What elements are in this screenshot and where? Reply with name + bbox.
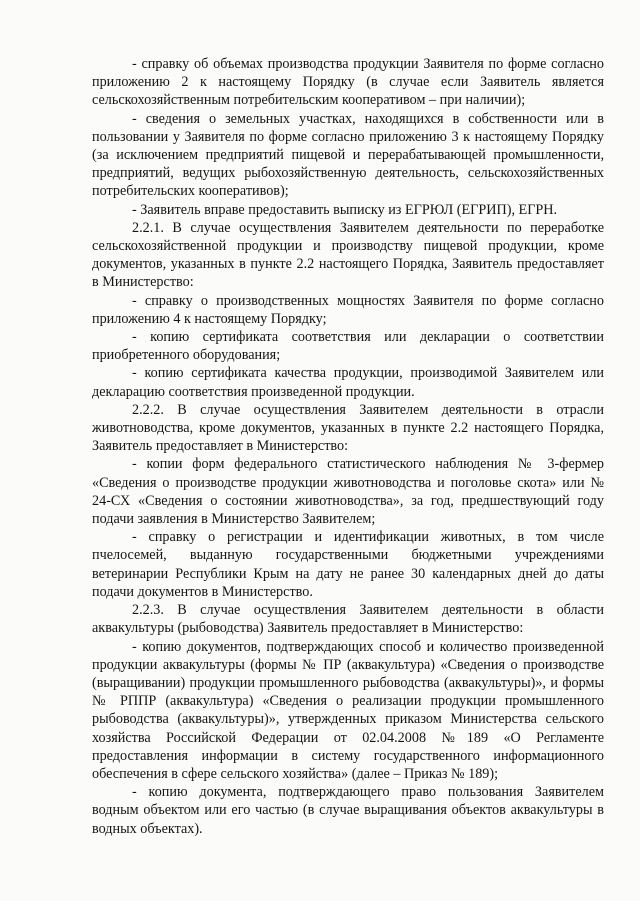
paragraph-statistical-forms: - копии форм федерального статистического наблюдения № 3-фермер «Сведения о производстве продукции животноводства и поголовье скота» или № 24-СХ «Сведения о состоянии животноводства», за год, предшествующий году подачи заявления в Министерство Заявителем; <box>92 456 604 528</box>
paragraph-section-2-2-2: 2.2.2. В случае осуществления Заявителем деятельности в отрасли животноводства, кроме документов, указанных в пункте 2.2 настоящего Порядка, Заявитель предоставляет в Министерство: <box>92 401 604 455</box>
paragraph-land-plots: - сведения о земельных участках, находящихся в собственности или в пользовании у Заявителя по форме согласно приложению 3 к настоящему Порядку (за исключением предприятий пищевой и перерабатывающей промышленности, предприятий, ведущих рыбохозяйственную деятельность, сельскохозяйственных потребительских кооперативов); <box>92 110 604 200</box>
paragraph-equipment-certificate: - копию сертификата соответствия или декларации о соответствии приобретенного оборудования; <box>92 329 604 364</box>
paragraph-production-volume: - справку об объемах производства продукции Заявителя по форме согласно приложению 2 к настоящему Порядку (в случае если Заявитель является сельскохозяйственным потребительским кооперативом – при наличии); <box>92 56 604 109</box>
paragraph-registry-extract: - Заявитель вправе предоставить выписку из ЕГРЮЛ (ЕГРИП), ЕГРН. <box>132 201 558 218</box>
paragraph-section-2-2-3: 2.2.3. В случае осуществления Заявителем деятельности в области аквакультуры (рыбоводства) Заявитель предоставляет в Министерство: <box>92 602 604 637</box>
paragraph-water-body-rights: - копию документа, подтверждающего право пользования Заявителем водным объектом или его частью (в случае выращивания объектов аквакультуры в водных объектах). <box>92 784 604 837</box>
paragraph-animal-registration: - справку о регистрации и идентификации животных, в том числе пчелосемей, выданную государственными бюджетными учреждениями ветеринарии Республики Крым на дату не ранее 30 календарных дней до даты подачи документов в Министерство. <box>92 529 604 600</box>
paragraph-capacity-certificate: - справку о производственных мощностях Заявителя по форме согласно приложению 4 к настоящему Порядку; <box>92 292 604 327</box>
paragraph-aquaculture-documents: - копию документов, подтверждающих способ и количество произведенной продукции аквакультуры (формы № ПР (аквакультура) «Сведения о производстве (выращивании) продукции промышленного рыбоводства (аквакультуры)», и формы № РППР (аквакультура) «Сведения о реализации продукции промышленного рыбоводства (аквакультуры)», утвержденных приказом Министерства сельского хозяйства Российской Федерации от 02.04.2008 №189 «О Регламенте предоставления информации в систему государственного информационного обеспечения в сфере сельского хозяйства» (далее – Приказ № 189); <box>92 638 604 782</box>
paragraph-quality-certificate: - копию сертификата качества продукции, производимой Заявителем или декларацию соответствия произведенной продукции. <box>92 365 604 400</box>
document-body <box>92 55 604 838</box>
paragraph-section-2-2-1: 2.2.1. В случае осуществления Заявителем деятельности по переработке сельскохозяйственной продукции и производству пищевой продукции, кроме документов, указанных в пункте 2.2 настоящего Порядка, Заявитель предоставляет в Министерство: <box>92 219 604 291</box>
